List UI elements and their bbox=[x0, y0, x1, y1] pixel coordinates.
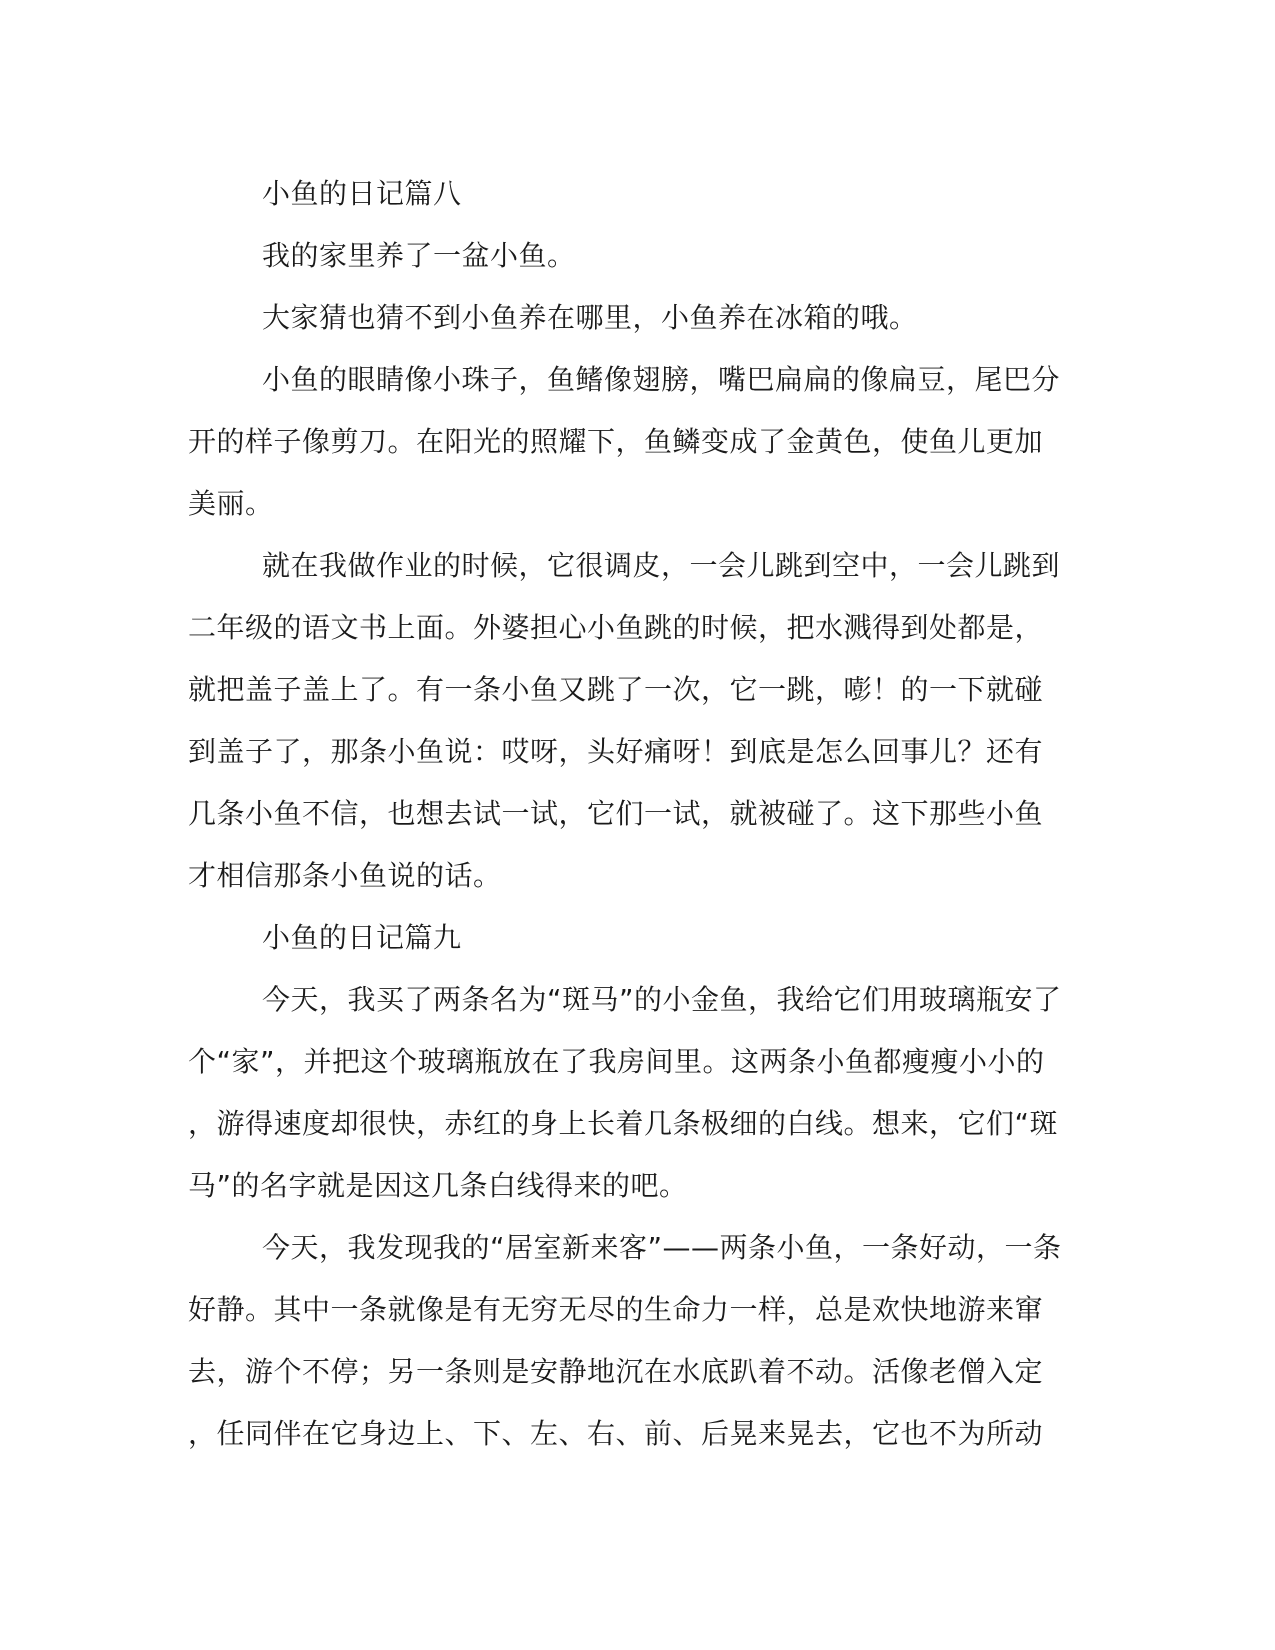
paragraph-line: 我的家里养了一盆小鱼。 bbox=[262, 239, 576, 272]
document-body bbox=[188, 163, 1068, 1465]
paragraph-line: 今天，我买了两条名为“斑马”的小金鱼，我给它们用玻璃瓶安了 bbox=[262, 983, 1062, 1016]
paragraph-line: 美丽。 bbox=[188, 487, 274, 520]
paragraph-line: 开的样子像剪刀。在阳光的照耀下，鱼鳞变成了金黄色，使鱼儿更加 bbox=[188, 425, 1044, 458]
paragraph-line: 好静。其中一条就像是有无穷无尽的生命力一样，总是欢快地游来窜 bbox=[188, 1293, 1044, 1326]
paragraph-line: 大家猜也猜不到小鱼养在哪里，小鱼养在冰箱的哦。 bbox=[262, 301, 918, 334]
section-heading: 小鱼的日记篇九 bbox=[262, 921, 462, 954]
paragraph-line: 到盖子了，那条小鱼说：哎呀，头好痛呀！到底是怎么回事儿？还有 bbox=[188, 735, 1044, 768]
paragraph-line: 去，游个不停；另一条则是安静地沉在水底趴着不动。活像老僧入定 bbox=[188, 1355, 1044, 1388]
paragraph-line: ，任同伴在它身边上、下、左、右、前、后晃来晃去，它也不为所动 bbox=[188, 1417, 1044, 1450]
paragraph-line: 个“家”，并把这个玻璃瓶放在了我房间里。这两条小鱼都瘦瘦小小的 bbox=[188, 1045, 1045, 1078]
paragraph-line: ，游得速度却很快，赤红的身上长着几条极细的白线。想来，它们“斑 bbox=[188, 1107, 1059, 1140]
paragraph-line: 小鱼的眼睛像小珠子，鱼鳍像翅膀，嘴巴扁扁的像扁豆，尾巴分 bbox=[262, 363, 1061, 396]
paragraph-line: 二年级的语文书上面。外婆担心小鱼跳的时候，把水溅得到处都是， bbox=[188, 611, 1044, 644]
paragraph-line: 几条小鱼不信，也想去试一试，它们一试，就被碰了。这下那些小鱼 bbox=[188, 797, 1044, 830]
paragraph-line: 就把盖子盖上了。有一条小鱼又跳了一次，它一跳，嘭！的一下就碰 bbox=[188, 673, 1044, 706]
section-heading: 小鱼的日记篇八 bbox=[262, 177, 462, 210]
paragraph-line: 就在我做作业的时候，它很调皮，一会儿跳到空中，一会儿跳到 bbox=[262, 549, 1061, 582]
paragraph-line: 马”的名字就是因这几条白线得来的吧。 bbox=[188, 1169, 688, 1202]
paragraph-line: 今天，我发现我的“居室新来客”——两条小鱼，一条好动，一条 bbox=[262, 1231, 1062, 1264]
paragraph-line: 才相信那条小鱼说的话。 bbox=[188, 859, 502, 892]
